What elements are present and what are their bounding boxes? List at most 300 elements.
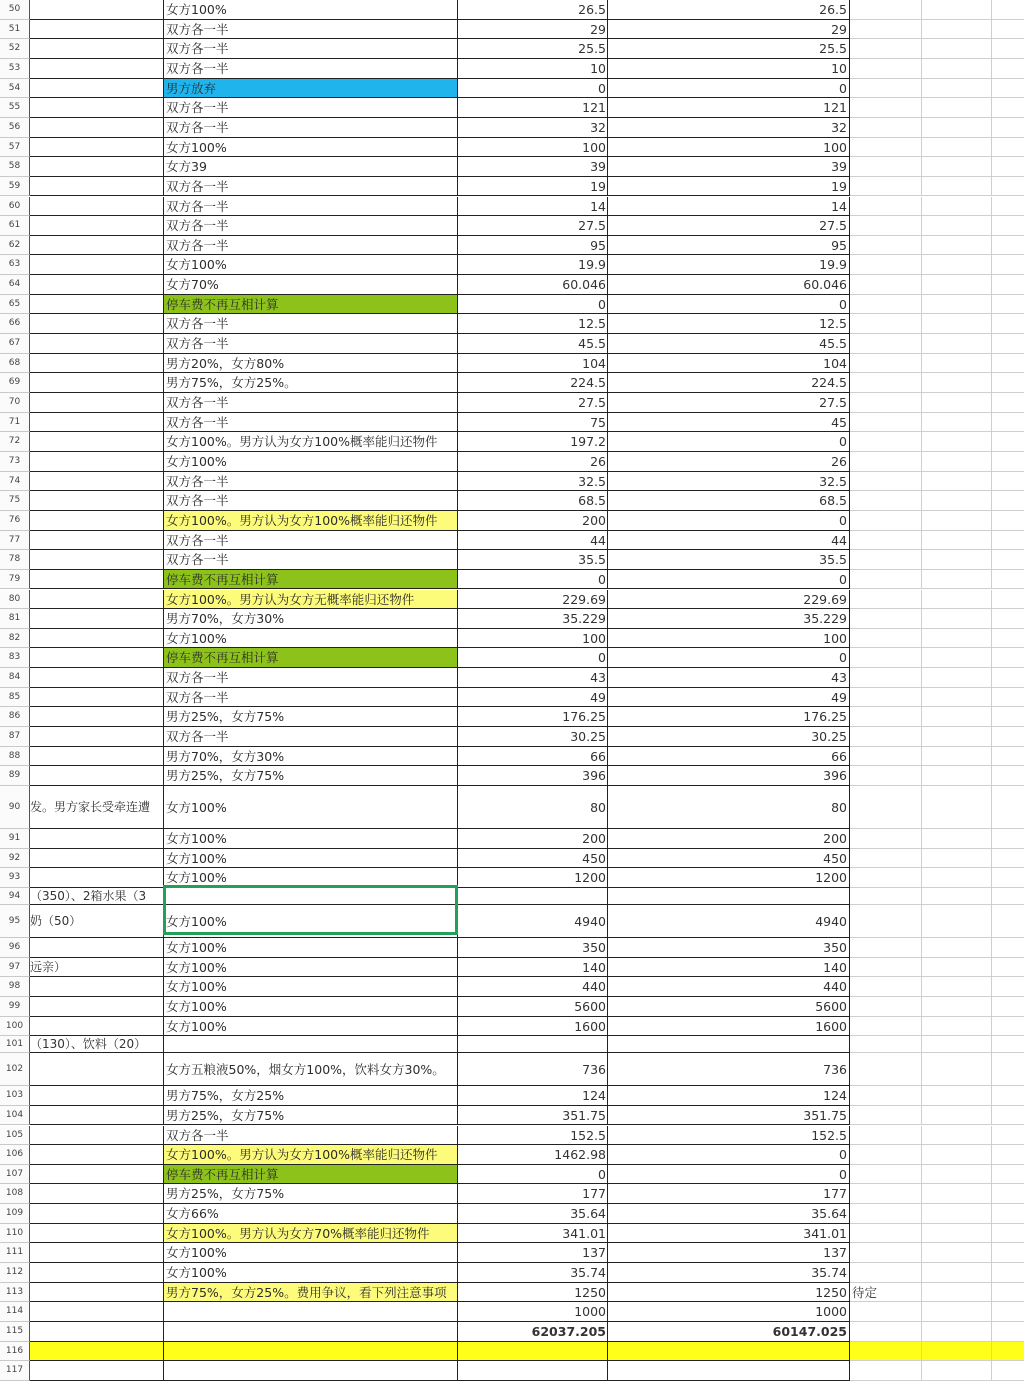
cell-amount-original[interactable]: 44 [458,531,608,551]
cell-split-rule[interactable]: 女方100% [164,938,458,958]
row-number[interactable]: 62 [0,236,30,256]
row-number[interactable]: 54 [0,79,30,99]
cell-split-rule[interactable]: 双方各一半 [164,334,458,354]
row-number[interactable]: 117 [0,1361,30,1381]
cell-amount-original[interactable]: 736 [458,1053,608,1086]
cell-split-rule[interactable] [164,1342,458,1362]
cell-amount-original[interactable]: 0 [458,648,608,668]
cell-empty[interactable] [922,727,992,747]
cell-empty[interactable] [992,275,1024,295]
cell-remark[interactable] [850,1036,922,1053]
cell-empty[interactable] [922,849,992,869]
cell-note[interactable] [30,511,164,531]
cell-split-rule[interactable]: 双方各一半 [164,20,458,40]
row-number[interactable]: 91 [0,829,30,849]
cell-note[interactable] [30,354,164,374]
cell-empty[interactable] [922,79,992,99]
cell-remark[interactable] [850,707,922,727]
cell-empty[interactable] [992,868,1024,888]
cell-amount-final[interactable]: 26 [608,452,850,472]
cell-note[interactable]: 发。男方家长受牵连遭 [30,786,164,829]
cell-note[interactable] [30,727,164,747]
cell-empty[interactable] [922,905,992,938]
cell-amount-original[interactable]: 60.046 [458,275,608,295]
cell-amount-final[interactable] [608,888,850,905]
row-number[interactable]: 92 [0,849,30,869]
cell-empty[interactable] [922,393,992,413]
row-number[interactable]: 79 [0,570,30,590]
cell-empty[interactable] [922,977,992,997]
cell-remark[interactable] [850,688,922,708]
cell-amount-original[interactable]: 43 [458,668,608,688]
cell-empty[interactable] [922,216,992,236]
cell-split-rule[interactable]: 双方各一半 [164,177,458,197]
cell-empty[interactable] [992,1017,1024,1037]
cell-empty[interactable] [992,472,1024,492]
cell-empty[interactable] [992,786,1024,829]
cell-remark[interactable] [850,786,922,829]
cell-split-rule[interactable]: 女方100% [164,1263,458,1283]
cell-split-rule[interactable]: 双方各一半 [164,314,458,334]
cell-split-rule[interactable]: 双方各一半 [164,727,458,747]
row-number[interactable]: 98 [0,977,30,997]
cell-amount-original[interactable]: 45.5 [458,334,608,354]
cell-empty[interactable] [922,1302,992,1322]
cell-remark[interactable] [850,609,922,629]
cell-note[interactable] [30,1126,164,1146]
row-number[interactable]: 83 [0,648,30,668]
cell-amount-final[interactable]: 0 [608,79,850,99]
cell-amount-original[interactable]: 350 [458,938,608,958]
cell-amount-final[interactable]: 27.5 [608,393,850,413]
cell-empty[interactable] [992,138,1024,158]
cell-amount-original[interactable]: 100 [458,138,608,158]
cell-empty[interactable] [992,1302,1024,1322]
cell-empty[interactable] [992,531,1024,551]
cell-amount-original[interactable]: 49 [458,688,608,708]
cell-amount-original[interactable]: 1200 [458,868,608,888]
cell-split-rule[interactable]: 双方各一半 [164,550,458,570]
cell-amount-final[interactable]: 30.25 [608,727,850,747]
row-number[interactable]: 71 [0,413,30,433]
cell-empty[interactable] [922,59,992,79]
cell-amount-original[interactable]: 1250 [458,1283,608,1303]
cell-remark[interactable] [850,138,922,158]
cell-empty[interactable] [922,1126,992,1146]
cell-amount-final[interactable]: 95 [608,236,850,256]
cell-amount-original[interactable]: 396 [458,766,608,786]
row-number[interactable]: 111 [0,1243,30,1263]
cell-amount-original[interactable]: 35.229 [458,609,608,629]
cell-empty[interactable] [922,786,992,829]
cell-note[interactable] [30,688,164,708]
cell-remark[interactable] [850,157,922,177]
cell-empty[interactable] [922,648,992,668]
cell-empty[interactable] [922,1165,992,1185]
cell-empty[interactable] [992,393,1024,413]
cell-split-rule[interactable]: 女方100%。男方认为女方100%概率能归还物件 [164,511,458,531]
cell-amount-final[interactable]: 1000 [608,1302,850,1322]
cell-empty[interactable] [922,373,992,393]
cell-empty[interactable] [922,688,992,708]
cell-note[interactable]: 远亲） [30,958,164,978]
cell-amount-original[interactable]: 124 [458,1086,608,1106]
cell-empty[interactable] [922,177,992,197]
row-number[interactable]: 72 [0,432,30,452]
row-number[interactable]: 110 [0,1224,30,1244]
row-number[interactable]: 114 [0,1302,30,1322]
cell-empty[interactable] [922,314,992,334]
cell-split-rule[interactable]: 女方100% [164,849,458,869]
cell-split-rule[interactable]: 女方66% [164,1204,458,1224]
cell-empty[interactable] [992,354,1024,374]
cell-split-rule[interactable] [164,1036,458,1053]
cell-amount-final[interactable]: 224.5 [608,373,850,393]
row-number[interactable]: 88 [0,747,30,767]
row-number[interactable]: 113 [0,1283,30,1303]
cell-amount-final[interactable]: 10 [608,59,850,79]
cell-empty[interactable] [992,157,1024,177]
cell-empty[interactable] [922,334,992,354]
cell-remark[interactable] [850,888,922,905]
cell-note[interactable] [30,255,164,275]
cell-remark[interactable] [850,511,922,531]
cell-remark[interactable] [850,1224,922,1244]
cell-empty[interactable] [992,938,1024,958]
cell-split-rule[interactable]: 双方各一半 [164,197,458,217]
cell-remark[interactable] [850,958,922,978]
cell-amount-final[interactable] [608,1342,850,1362]
cell-note[interactable] [30,314,164,334]
cell-remark[interactable] [850,413,922,433]
cell-empty[interactable] [992,977,1024,997]
cell-empty[interactable] [922,118,992,138]
cell-split-rule[interactable]: 双方各一半 [164,688,458,708]
cell-amount-final[interactable]: 104 [608,354,850,374]
cell-empty[interactable] [922,1017,992,1037]
cell-note[interactable]: （350）、2箱水果（3 [30,888,164,905]
cell-split-rule[interactable]: 女方100% [164,786,458,829]
cell-empty[interactable] [922,1053,992,1086]
cell-empty[interactable] [992,1322,1024,1342]
cell-split-rule[interactable]: 女方100% [164,1243,458,1263]
cell-empty[interactable] [922,491,992,511]
cell-note[interactable] [30,39,164,59]
cell-empty[interactable] [922,1036,992,1053]
cell-amount-original[interactable]: 66 [458,747,608,767]
row-number[interactable]: 56 [0,118,30,138]
cell-note[interactable] [30,868,164,888]
row-number[interactable]: 86 [0,707,30,727]
row-number[interactable]: 61 [0,216,30,236]
cell-split-rule[interactable]: 双方各一半 [164,668,458,688]
cell-remark[interactable] [850,905,922,938]
cell-amount-final[interactable]: 45 [608,413,850,433]
row-number[interactable]: 104 [0,1106,30,1126]
cell-empty[interactable] [992,452,1024,472]
cell-amount-original[interactable]: 1000 [458,1302,608,1322]
cell-amount-original[interactable]: 80 [458,786,608,829]
cell-amount-original[interactable]: 10 [458,59,608,79]
cell-empty[interactable] [922,432,992,452]
cell-split-rule[interactable]: 双方各一半 [164,472,458,492]
row-number[interactable]: 69 [0,373,30,393]
cell-empty[interactable] [922,570,992,590]
cell-empty[interactable] [992,236,1024,256]
cell-amount-original[interactable]: 1462.98 [458,1145,608,1165]
cell-empty[interactable] [992,958,1024,978]
cell-amount-final[interactable]: 0 [608,1165,850,1185]
cell-note[interactable] [30,432,164,452]
cell-remark[interactable] [850,570,922,590]
cell-remark[interactable] [850,829,922,849]
row-number[interactable]: 63 [0,255,30,275]
cell-amount-final[interactable]: 68.5 [608,491,850,511]
cell-remark[interactable] [850,590,922,610]
cell-note[interactable] [30,550,164,570]
cell-remark[interactable] [850,177,922,197]
cell-remark[interactable] [850,1145,922,1165]
cell-remark[interactable] [850,472,922,492]
cell-amount-final[interactable]: 176.25 [608,707,850,727]
row-number[interactable]: 105 [0,1126,30,1146]
row-number[interactable]: 68 [0,354,30,374]
cell-amount-final[interactable]: 35.64 [608,1204,850,1224]
cell-remark[interactable] [850,1017,922,1037]
cell-note[interactable]: （130）、饮料（20） [30,1036,164,1053]
cell-amount-final[interactable]: 80 [608,786,850,829]
cell-note[interactable] [30,0,164,20]
cell-amount-original[interactable]: 27.5 [458,216,608,236]
cell-empty[interactable] [922,1204,992,1224]
cell-split-rule[interactable]: 男方25%，女方75% [164,1184,458,1204]
cell-remark[interactable] [850,1361,922,1381]
row-number[interactable]: 109 [0,1204,30,1224]
row-number[interactable]: 57 [0,138,30,158]
cell-amount-original[interactable]: 351.75 [458,1106,608,1126]
cell-remark[interactable] [850,766,922,786]
cell-remark[interactable] [850,997,922,1017]
cell-split-rule[interactable]: 女方70% [164,275,458,295]
cell-amount-final[interactable]: 396 [608,766,850,786]
row-number[interactable]: 89 [0,766,30,786]
cell-amount-final[interactable]: 137 [608,1243,850,1263]
cell-note[interactable] [30,1017,164,1037]
cell-amount-original[interactable]: 35.64 [458,1204,608,1224]
cell-amount-original[interactable]: 140 [458,958,608,978]
cell-amount-final[interactable]: 450 [608,849,850,869]
cell-note[interactable] [30,452,164,472]
cell-amount-original[interactable]: 19 [458,177,608,197]
cell-note[interactable] [30,138,164,158]
cell-remark[interactable] [850,747,922,767]
cell-empty[interactable] [992,511,1024,531]
cell-empty[interactable] [922,747,992,767]
row-number[interactable]: 64 [0,275,30,295]
cell-amount-original[interactable]: 224.5 [458,373,608,393]
cell-note[interactable] [30,648,164,668]
cell-split-rule[interactable]: 双方各一半 [164,413,458,433]
cell-amount-original[interactable]: 62037.205 [458,1322,608,1342]
cell-note[interactable] [30,118,164,138]
cell-amount-final[interactable]: 440 [608,977,850,997]
cell-note[interactable] [30,747,164,767]
cell-empty[interactable] [992,20,1024,40]
cell-note[interactable] [30,1302,164,1322]
cell-note[interactable] [30,766,164,786]
cell-remark[interactable] [850,1263,922,1283]
cell-note[interactable] [30,609,164,629]
cell-empty[interactable] [922,138,992,158]
cell-amount-original[interactable]: 95 [458,236,608,256]
cell-amount-final[interactable]: 60147.025 [608,1322,850,1342]
cell-amount-final[interactable]: 12.5 [608,314,850,334]
cell-split-rule[interactable]: 双方各一半 [164,118,458,138]
cell-amount-final[interactable]: 43 [608,668,850,688]
row-number[interactable]: 115 [0,1322,30,1342]
cell-note[interactable] [30,1342,164,1362]
cell-note[interactable] [30,236,164,256]
cell-amount-original[interactable] [458,1361,608,1381]
cell-remark[interactable] [850,648,922,668]
cell-remark[interactable] [850,432,922,452]
cell-empty[interactable] [922,550,992,570]
cell-amount-final[interactable]: 27.5 [608,216,850,236]
cell-remark[interactable] [850,79,922,99]
row-number[interactable]: 101 [0,1036,30,1053]
cell-empty[interactable] [992,590,1024,610]
cell-amount-original[interactable]: 0 [458,79,608,99]
cell-note[interactable] [30,849,164,869]
cell-amount-final[interactable] [608,1361,850,1381]
cell-split-rule[interactable]: 停车费不再互相计算 [164,570,458,590]
row-number[interactable]: 96 [0,938,30,958]
cell-amount-original[interactable]: 1600 [458,1017,608,1037]
cell-split-rule[interactable]: 男方25%，女方75% [164,766,458,786]
cell-note[interactable] [30,1106,164,1126]
cell-split-rule[interactable]: 女方100% [164,255,458,275]
cell-split-rule[interactable]: 双方各一半 [164,491,458,511]
row-number[interactable]: 66 [0,314,30,334]
cell-amount-original[interactable]: 27.5 [458,393,608,413]
cell-note[interactable] [30,20,164,40]
cell-note[interactable] [30,1204,164,1224]
cell-amount-final[interactable]: 14 [608,197,850,217]
cell-amount-final[interactable]: 177 [608,1184,850,1204]
cell-amount-original[interactable]: 5600 [458,997,608,1017]
cell-split-rule[interactable]: 双方各一半 [164,393,458,413]
cell-empty[interactable] [992,905,1024,938]
cell-amount-original[interactable]: 229.69 [458,590,608,610]
cell-note[interactable] [30,413,164,433]
cell-amount-final[interactable]: 35.229 [608,609,850,629]
cell-remark[interactable] [850,1342,922,1362]
cell-amount-original[interactable] [458,888,608,905]
cell-amount-final[interactable]: 29 [608,20,850,40]
cell-empty[interactable] [922,472,992,492]
cell-remark[interactable] [850,977,922,997]
cell-remark[interactable] [850,1184,922,1204]
cell-note[interactable] [30,668,164,688]
cell-empty[interactable] [992,1165,1024,1185]
cell-amount-original[interactable]: 440 [458,977,608,997]
cell-amount-final[interactable]: 32.5 [608,472,850,492]
row-number[interactable]: 67 [0,334,30,354]
cell-remark[interactable] [850,20,922,40]
cell-amount-original[interactable]: 26.5 [458,0,608,20]
cell-split-rule[interactable] [164,1302,458,1322]
cell-split-rule[interactable]: 女方100% [164,829,458,849]
row-number[interactable]: 80 [0,590,30,610]
cell-note[interactable] [30,629,164,649]
cell-empty[interactable] [922,531,992,551]
cell-amount-final[interactable]: 1200 [608,868,850,888]
cell-note[interactable] [30,1086,164,1106]
cell-remark[interactable] [850,1053,922,1086]
cell-amount-final[interactable]: 4940 [608,905,850,938]
cell-split-rule[interactable] [164,1361,458,1381]
cell-note[interactable] [30,472,164,492]
cell-note[interactable] [30,570,164,590]
row-number[interactable]: 112 [0,1263,30,1283]
cell-amount-original[interactable]: 200 [458,829,608,849]
cell-remark[interactable] [850,197,922,217]
cell-empty[interactable] [922,413,992,433]
cell-remark[interactable] [850,98,922,118]
cell-empty[interactable] [922,1283,992,1303]
cell-empty[interactable] [992,688,1024,708]
cell-remark[interactable] [850,868,922,888]
row-number[interactable]: 103 [0,1086,30,1106]
cell-remark[interactable] [850,1243,922,1263]
cell-empty[interactable] [992,570,1024,590]
cell-empty[interactable] [992,255,1024,275]
cell-amount-original[interactable]: 121 [458,98,608,118]
cell-empty[interactable] [922,98,992,118]
cell-remark[interactable]: 待定 [850,1283,922,1303]
cell-note[interactable] [30,1165,164,1185]
cell-amount-final[interactable]: 19 [608,177,850,197]
cell-amount-final[interactable]: 60.046 [608,275,850,295]
cell-amount-final[interactable]: 229.69 [608,590,850,610]
cell-empty[interactable] [992,829,1024,849]
cell-empty[interactable] [922,236,992,256]
cell-empty[interactable] [992,1036,1024,1053]
cell-amount-original[interactable]: 341.01 [458,1224,608,1244]
cell-empty[interactable] [992,0,1024,20]
cell-amount-final[interactable]: 1600 [608,1017,850,1037]
cell-split-rule[interactable]: 男方70%，女方30% [164,747,458,767]
row-number[interactable]: 53 [0,59,30,79]
cell-split-rule[interactable]: 女方100% [164,629,458,649]
cell-empty[interactable] [922,1263,992,1283]
cell-amount-original[interactable]: 75 [458,413,608,433]
cell-note[interactable] [30,491,164,511]
cell-empty[interactable] [992,373,1024,393]
cell-note[interactable] [30,216,164,236]
cell-split-rule[interactable]: 女方100% [164,958,458,978]
cell-note[interactable] [30,1053,164,1086]
cell-amount-final[interactable]: 44 [608,531,850,551]
cell-empty[interactable] [992,997,1024,1017]
cell-amount-original[interactable]: 177 [458,1184,608,1204]
row-number[interactable]: 93 [0,868,30,888]
cell-empty[interactable] [992,295,1024,315]
cell-remark[interactable] [850,59,922,79]
cell-empty[interactable] [922,197,992,217]
row-number[interactable]: 95 [0,905,30,938]
cell-split-rule[interactable]: 男方20%，女方80% [164,354,458,374]
